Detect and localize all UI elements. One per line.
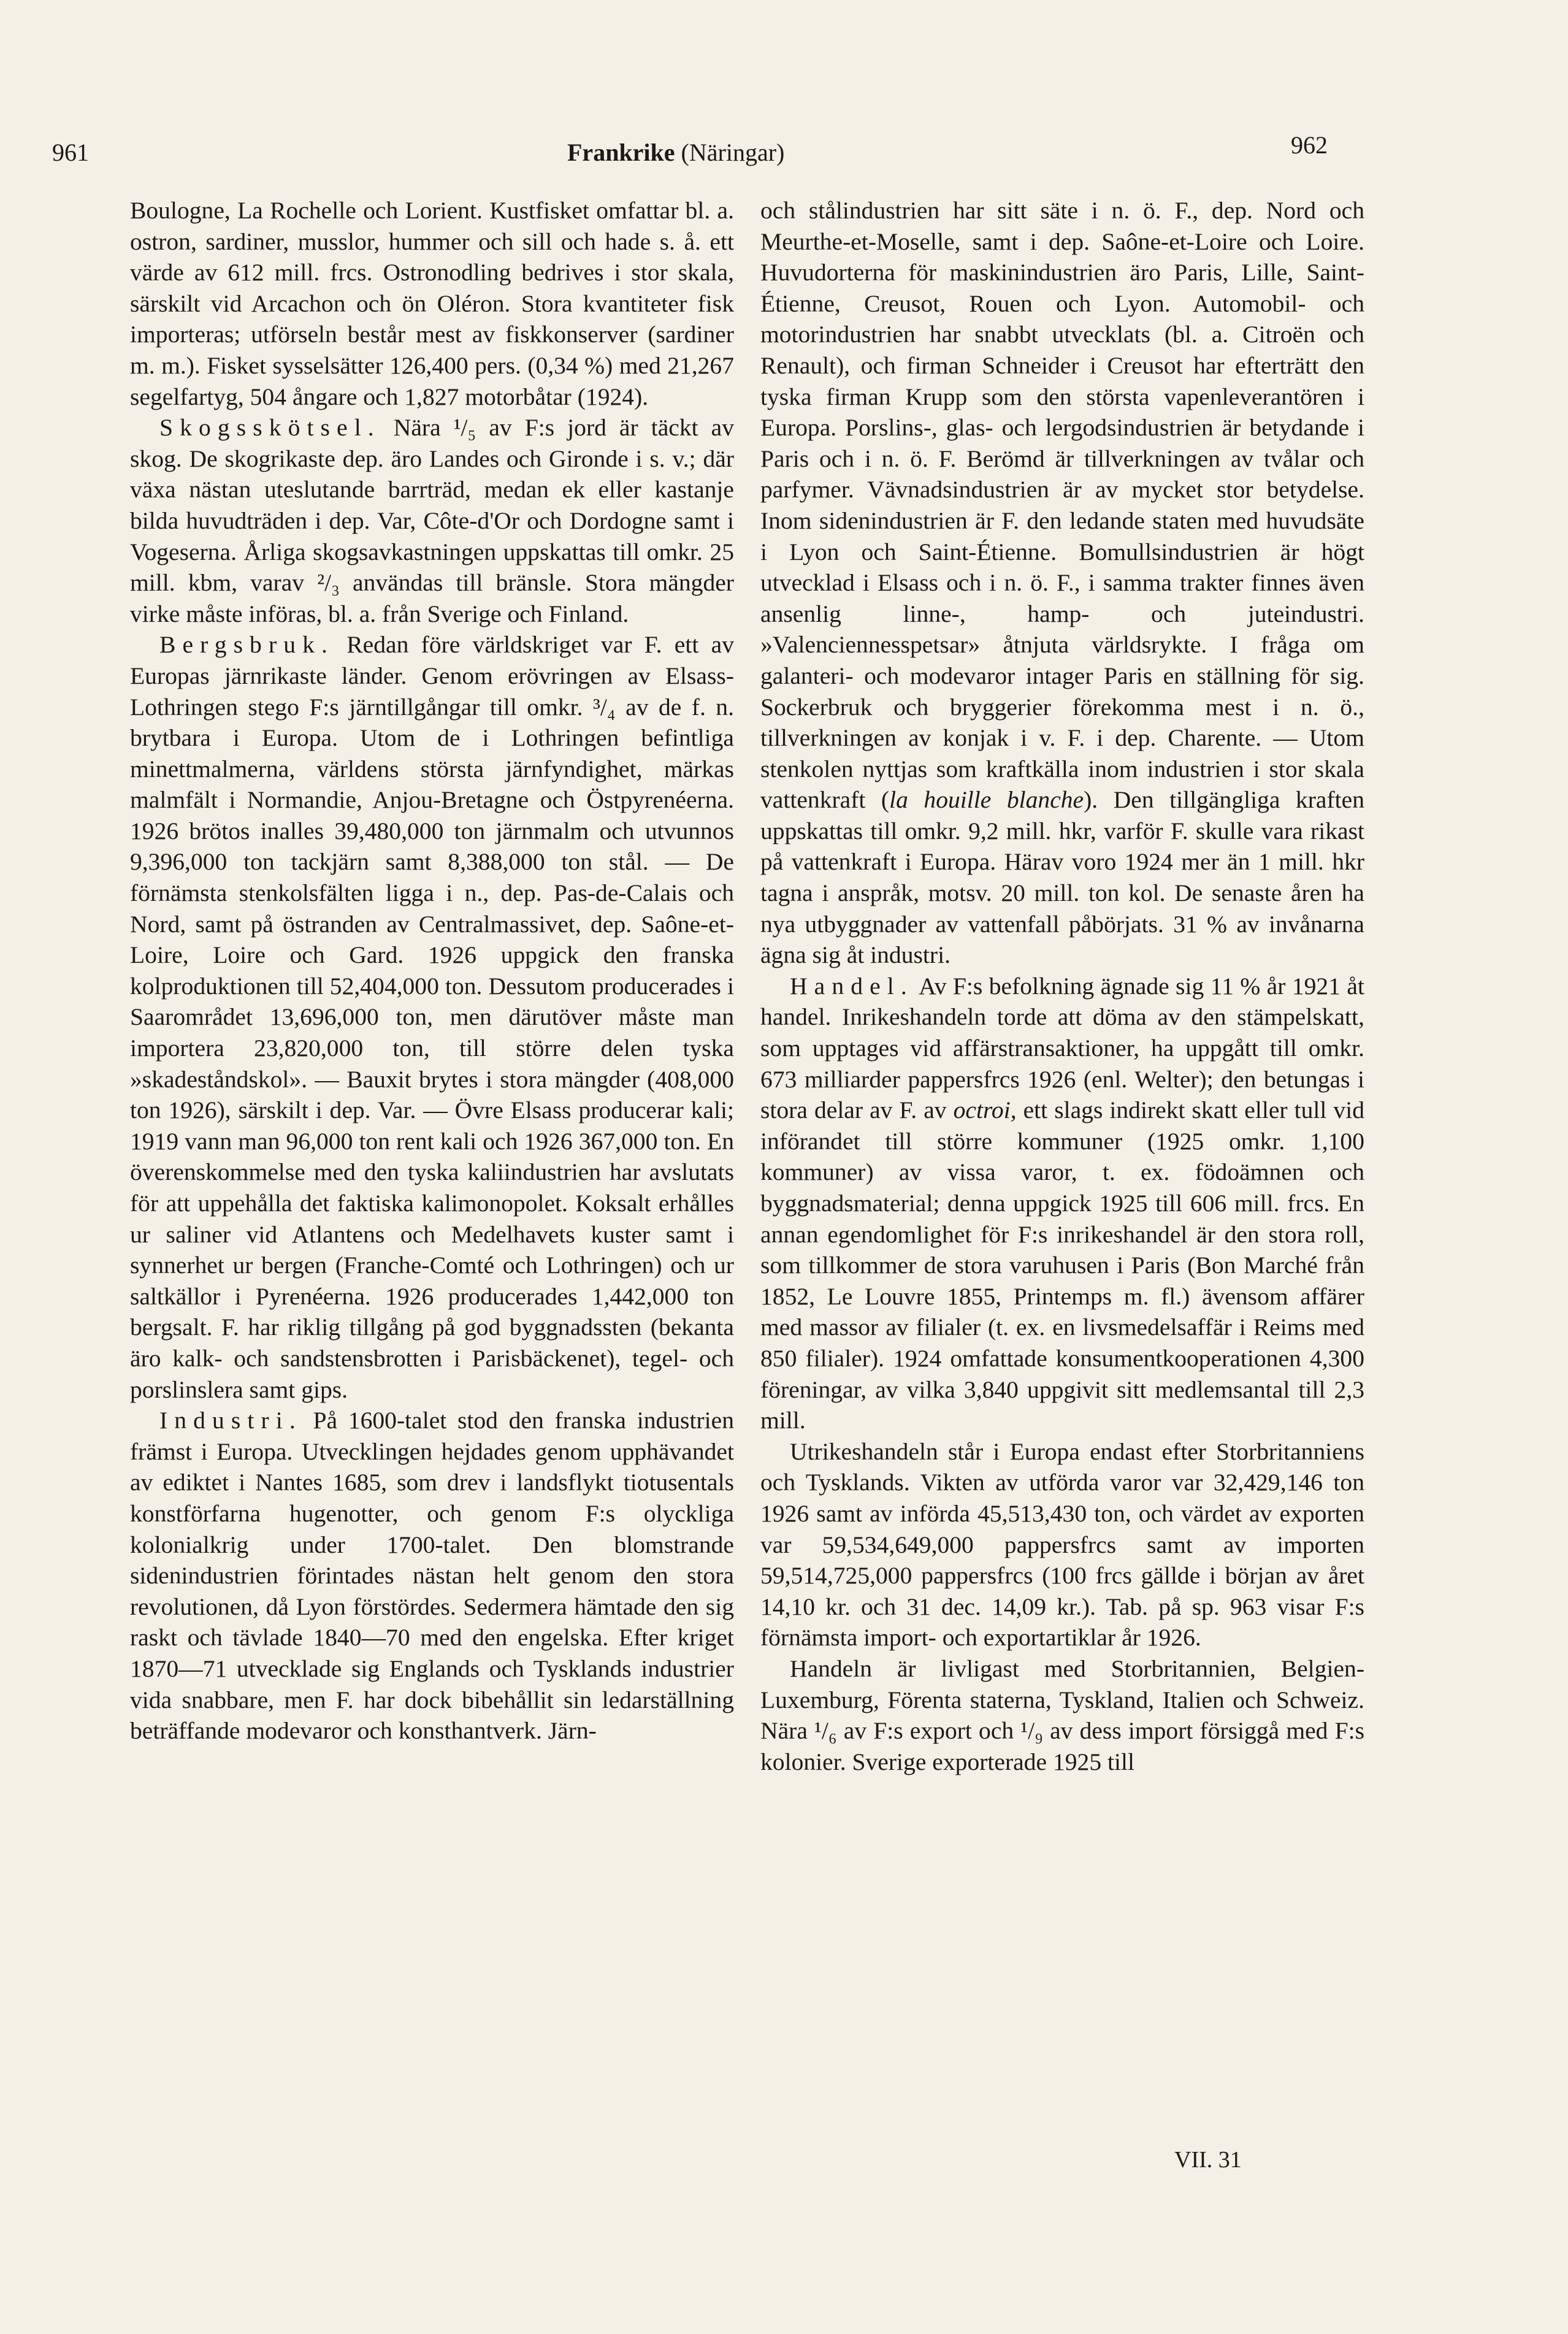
paragraph-fishing: Boulogne, La Rochelle och Lorient. Kustfisket omfattar bl. a. ostron, sardiner, musslor, hummer och sill och hade s. å. ett värde av 612 mill. frcs. Ostronodling bedrives i stor skala, särskilt vid Arcachon och ön Oléron. Stora kvantiteter fisk importeras; utförseln består mest av fiskkonserver (sardiner m. m.). Fisket sysselsätter 126,400 pers. (0,34 %) med 21,267 segelfartyg, 504 ångare och 1,827 motorbåtar (1924). (130, 197, 734, 410)
left-column (130, 195, 734, 1747)
right-column (760, 195, 1364, 1777)
paragraph-industry (130, 1405, 734, 1747)
section-head-forestry: Skogsskötsel. (159, 414, 381, 442)
forestry-text: Nära ¹/₅ av F:s jord är täckt av skog. De skogrikaste dep. äro Landes och Gironde i s. v.; där växa nästan uteslutande barrträd, medan ek eller kastanje bilda huvudträden i dep. Var, Côte-d'Or och Dordogne samt i Vogeserna. Årliga skogsavkastningen uppskattas till omkr. 25 mill. kbm, varav ²/₃ användas till bränsle. Stora mängder virke måste införas, bl. a. från Sverige och Finland. (130, 414, 734, 627)
industry-text: På 1600-talet stod den franska industrien främst i Europa. Utvecklingen hejdades genom upphävandet av ediktet i Nantes 1685, som drev i landsflykt tiotusentals konstförfarna hugenotter, och genom F:s olyckliga kolonialkrig under 1700-talet. Den blomstrande sidenindustrien förintades nästan helt genom den stora revolutionen, då Lyon förstördes. Sedermera hämtade den sig raskt och tävlade 1840—70 med den engelska. Efter kriget 1870—71 utvecklade sig Englands och Tysklands industrier vida snabbare, men F. har dock bibehållit sin ledarställning beträffande modevaror och konsthantverk. Järn- (130, 1407, 734, 1745)
trade-text-b: ett slags indirekt skatt eller tull vid införandet till större kommuner (1925 omkr. 1,100 kommuner) av vissa varor, t. ex. födoämnen och byggnadsmaterial; denna uppgick 1925 till 606 mill. frcs. En annan egendomlighet för F:s inrikeshandel är den stora roll, som tillkommer de stora varuhusen i Paris (Bon Marché från 1852, Le Louvre 1855, Printemps m. fl.) ävensom affärer med massor av filialer (t. ex. en livsmedelsaffär i Reims med 850 filialer). 1924 omfattade konsumentkooperationen 4,300 föreningar, av vilka 3,840 uppgivit sitt medlemsantal till 2,3 mill. (760, 1096, 1365, 1434)
running-title-sub: (Näringar) (681, 139, 785, 166)
industry-cont-text-a: och stålindustrien har sitt säte i n. ö. F., dep. Nord och Meurthe-et-Moselle, samt i dep. Saône-et-Loire och Loire. Huvudorterna för maskinindustrien äro Paris, Lille, Saint-Étienne, Creusot, Rouen och Lyon. Automobil- och motorindustrien har snabbt utvecklats (bl. a. Citroën och Renault), och firman Schneider i Creusot har efterträtt den tyska firman Krupp som den största vapenleverantören i Europa. Porslins-, glas- och lergodsindustrien är betydande i Paris och i n. ö. F. Berömd är tillverkningen av tvålar och parfymer. Vävnadsindustrien är av mycket stor betydelse. Inom sidenindustrien är F. den ledande staten med huvudsäte i Lyon och Saint-Étienne. Bomullsindustrien är högt utvecklad i Elsass och i n. ö. F., i samma trakter finnes även ansenlig linne-, hamp- och juteindustri. »Valenciennesspetsar» åtnjuta världsrykte. I fråga om galanteri- och modevaror intager Paris en ställning för sig. Sockerbruk och bryggerier förekomma mest i n. ö., tillverkningen av konjak i v. F. i dep. Charente. — Utom stenkolen nyttjas som kraftkälla inom industrien i stor skala vattenkraft ( (760, 197, 1364, 814)
signature-mark: VII. 31 (1174, 2147, 1242, 2173)
trade-text-a: Av F:s befolkning ägnade sig 11 % år 1921 åt handel. Inrikeshandeln torde att döma av den stämpelskatt, som upptages vid affärstransaktioner, ha uppgått till omkr. 673 milliarder pappersfrcs 1926 (enl. Welter); den betungas i stora delar av F. av (760, 972, 1364, 1124)
page-header (52, 126, 1328, 169)
trade-italic: octroi, (953, 1096, 1017, 1124)
paragraph-industry-cont (760, 195, 1364, 971)
page-number-right: 962 (1291, 131, 1328, 159)
industry-cont-text-b: ). Den tillgängliga kraften uppskattas till omkr. 9,2 mill. hkr, varför F. skulle vara rikast på vattenkraft i Europa. Härav voro 1924 mer än 1 mill. hkr tagna i anspråk, motsv. 20 mill. ton kol. De senaste åren ha nya utbyggnader av vattenfall påbörjats. 31 % av invånarna ägna sig åt industri. (760, 786, 1364, 969)
paragraph-foreign-trade: Utrikeshandeln står i Europa endast efter Storbritanniens och Tysklands. Vikten av utförda varor var 32,429,146 ton 1926 samt av införda 45,513,430 ton, och värdet av exporten var 59,534,649,000 pappersfrcs samt av importen 59,514,725,000 pappersfrcs (100 frcs gällde i början av året 14,10 kr. och 31 dec. 14,09 kr.). Tab. på sp. 963 visar F:s förnämsta import- och exportartiklar år 1926. (760, 1437, 1364, 1651)
section-head-mining: Bergsbruk. (159, 631, 334, 659)
section-head-industry: Industri. (159, 1407, 302, 1434)
section-head-trade: Handel. (790, 972, 914, 1000)
mining-text: Redan före världskriget var F. ett av Europas järnrikaste länder. Genom erövringen av Elsass-Lothringen stego F:s järntillgångar till omkr. ³/₄ av de f. n. brytbara i Europa. Utom de i Lothringen befintliga minettmalmerna, världens största järnfyndighet, märkas malmfält i Normandie, Anjou-Bretagne och Östpyrenéerna. 1926 brötos inalles 39,480,000 ton järnmalm och utvunnos 9,396,000 ton tackjärn samt 8,388,000 ton stål. — De förnämsta stenkolsfälten ligga i n., dep. Pas-de-Calais och Nord, samt på östranden av Centralmassivet, dep. Saône-et-Loire, Loire och Gard. 1926 uppgick den franska kolproduktionen till 52,404,000 ton. Dessutom producerades i Saarområdet 13,696,000 ton, men därutöver måste man importera 23,820,000 ton, till större delen tyska »skadeståndskol». — Bauxit brytes i stora mängder (408,000 ton 1926), särskilt i dep. Var. — Övre Elsass producerar kali; 1919 vann man 96,000 ton rent kali och 1926 367,000 ton. En överenskommelse med den tyska kaliindustrien har avslutats för att uppehålla det faktiska kalimonopolet. Koksalt erhålles ur saliner vid Atlantens och Medelhavets kuster samt i synnerhet ur bergen (Franche-Comté och Lothringen) och ur saltkällor i Pyrenéerna. 1926 producerades 1,442,000 ton bergsalt. F. har riklig tillgång på god byggnadssten (bekanta äro kalk- och sandstensbrotten i Parisbäckenet), tegel- och porslinslera samt gips. (130, 631, 734, 1403)
industry-cont-italic: la houille blanche (889, 786, 1084, 814)
paragraph-forestry (130, 412, 734, 629)
running-title-main: Frankrike (567, 139, 675, 166)
paragraph-trade-partners: Handeln är livligast med Storbritannien, Belgien-Luxemburg, Förenta staterna, Tyskland, Italien och Schweiz. Nära ¹/₆ av F:s export och ¹/₉ av dess import försiggå med F:s kolonier. Sverige exporterade 1925 till (760, 1655, 1364, 1775)
paragraph-trade (760, 971, 1364, 1436)
page-number-left: 961 (52, 139, 89, 166)
paragraph-mining (130, 629, 734, 1405)
running-title (567, 138, 784, 167)
